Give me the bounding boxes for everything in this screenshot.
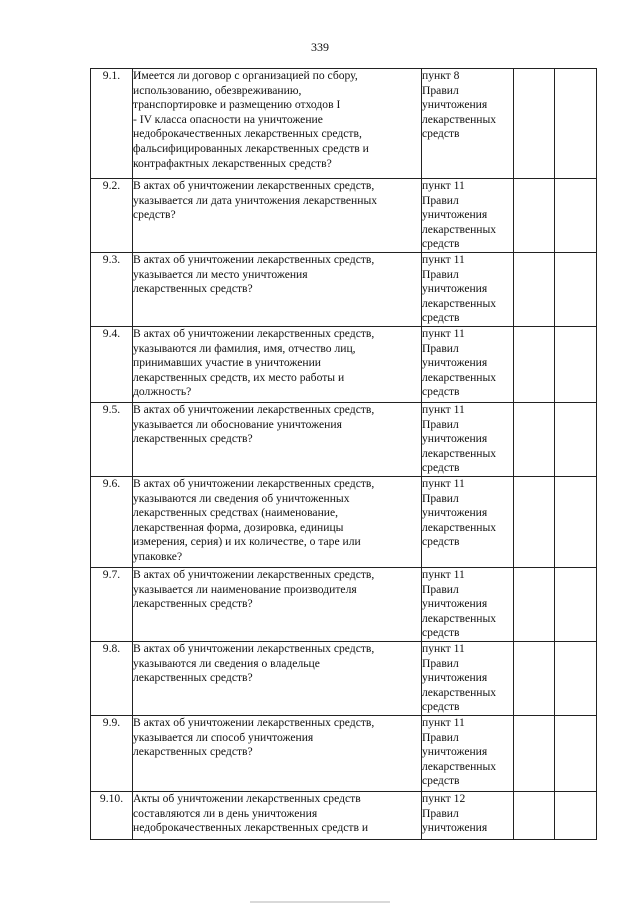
answer-cell-no xyxy=(555,327,597,403)
question-text: Акты об уничтожении лекарственных средств составляются ли в день уничтожения недоброкачественных лекарственных средств и xyxy=(133,792,369,835)
item-number: 9.6. xyxy=(91,477,133,568)
question-text: В актах об уничтожении лекарственных средств, указываются ли фамилия, имя, отчество лиц, принимавших участие в уничтожении лекарственных средств, их место работы и должность? xyxy=(133,327,375,399)
table-row xyxy=(91,179,597,253)
answer-cell-no xyxy=(555,642,597,716)
table-row xyxy=(91,253,597,327)
item-number: 9.10. xyxy=(91,792,133,840)
question-text: В актах об уничтожении лекарственных средств, указывается ли наименование производителя лекарственных средств? xyxy=(133,568,375,611)
table-row xyxy=(91,792,597,840)
scan-edge-mark xyxy=(250,901,390,903)
answer-cell-no xyxy=(555,179,597,253)
legal-reference: пункт 11 Правил уничтожения лекарственных средств xyxy=(422,477,497,549)
table-row xyxy=(91,477,597,568)
item-number: 9.5. xyxy=(91,403,133,477)
answer-cell-yes xyxy=(514,327,555,403)
checklist-table xyxy=(90,68,597,840)
item-number: 9.1. xyxy=(91,69,133,179)
question-text: В актах об уничтожении лекарственных средств, указывается ли место уничтожения лекарственных средств? xyxy=(133,253,375,296)
answer-cell-no xyxy=(555,253,597,327)
table-row xyxy=(91,403,597,477)
page-number: 339 xyxy=(311,40,329,54)
answer-cell-yes xyxy=(514,642,555,716)
answer-cell-yes xyxy=(514,716,555,792)
question-text: Имеется ли договор с организацией по сбору, использованию, обезвреживанию, транспортировке и размещению отходов I - IV класса опасности на уничтожение недоброкачественных лекарственных средств, фальсифицированных лекарственных средств и контрафактных лекарственных средств? xyxy=(133,69,369,170)
answer-cell-no xyxy=(555,69,597,179)
legal-reference: пункт 11 Правил уничтожения лекарственных средств xyxy=(422,642,497,714)
legal-reference: пункт 11 Правил уничтожения лекарственных средств xyxy=(422,253,497,325)
item-number: 9.2. xyxy=(91,179,133,253)
answer-cell-yes xyxy=(514,403,555,477)
item-number: 9.4. xyxy=(91,327,133,403)
legal-reference: пункт 8 Правил уничтожения лекарственных средств xyxy=(422,69,497,141)
answer-cell-yes xyxy=(514,792,555,840)
answer-cell-yes xyxy=(514,69,555,179)
table-row xyxy=(91,327,597,403)
answer-cell-yes xyxy=(514,179,555,253)
answer-cell-no xyxy=(555,792,597,840)
item-number: 9.8. xyxy=(91,642,133,716)
answer-cell-no xyxy=(555,403,597,477)
question-text: В актах об уничтожении лекарственных средств, указывается ли обоснование уничтожения лекарственных средств? xyxy=(133,403,375,446)
table-row xyxy=(91,568,597,642)
question-text: В актах об уничтожении лекарственных средств, указывается ли дата уничтожения лекарственных средств? xyxy=(133,179,378,222)
table-row xyxy=(91,642,597,716)
answer-cell-yes xyxy=(514,253,555,327)
answer-cell-yes xyxy=(514,568,555,642)
answer-cell-no xyxy=(555,716,597,792)
legal-reference: пункт 12 Правил уничтожения xyxy=(422,792,488,835)
table-row xyxy=(91,69,597,179)
answer-cell-no xyxy=(555,568,597,642)
question-text: В актах об уничтожении лекарственных средств, указывается ли способ уничтожения лекарственных средств? xyxy=(133,716,375,759)
table-row xyxy=(91,716,597,792)
question-text: В актах об уничтожении лекарственных средств, указываются ли сведения о владельце лекарственных средств? xyxy=(133,642,375,685)
item-number: 9.9. xyxy=(91,716,133,792)
legal-reference: пункт 11 Правил уничтожения лекарственных средств xyxy=(422,568,497,640)
question-text: В актах об уничтожении лекарственных средств, указываются ли сведения об уничтоженных лекарственных средствах (наименование, лекарственная форма, дозировка, единицы измерения, серия) и их количестве, о таре или упаковке? xyxy=(133,477,375,563)
legal-reference: пункт 11 Правил уничтожения лекарственных средств xyxy=(422,327,497,399)
answer-cell-yes xyxy=(514,477,555,568)
legal-reference: пункт 11 Правил уничтожения лекарственных средств xyxy=(422,403,497,475)
legal-reference: пункт 11 Правил уничтожения лекарственных средств xyxy=(422,179,497,251)
item-number: 9.7. xyxy=(91,568,133,642)
legal-reference: пункт 11 Правил уничтожения лекарственных средств xyxy=(422,716,497,788)
item-number: 9.3. xyxy=(91,253,133,327)
answer-cell-no xyxy=(555,477,597,568)
